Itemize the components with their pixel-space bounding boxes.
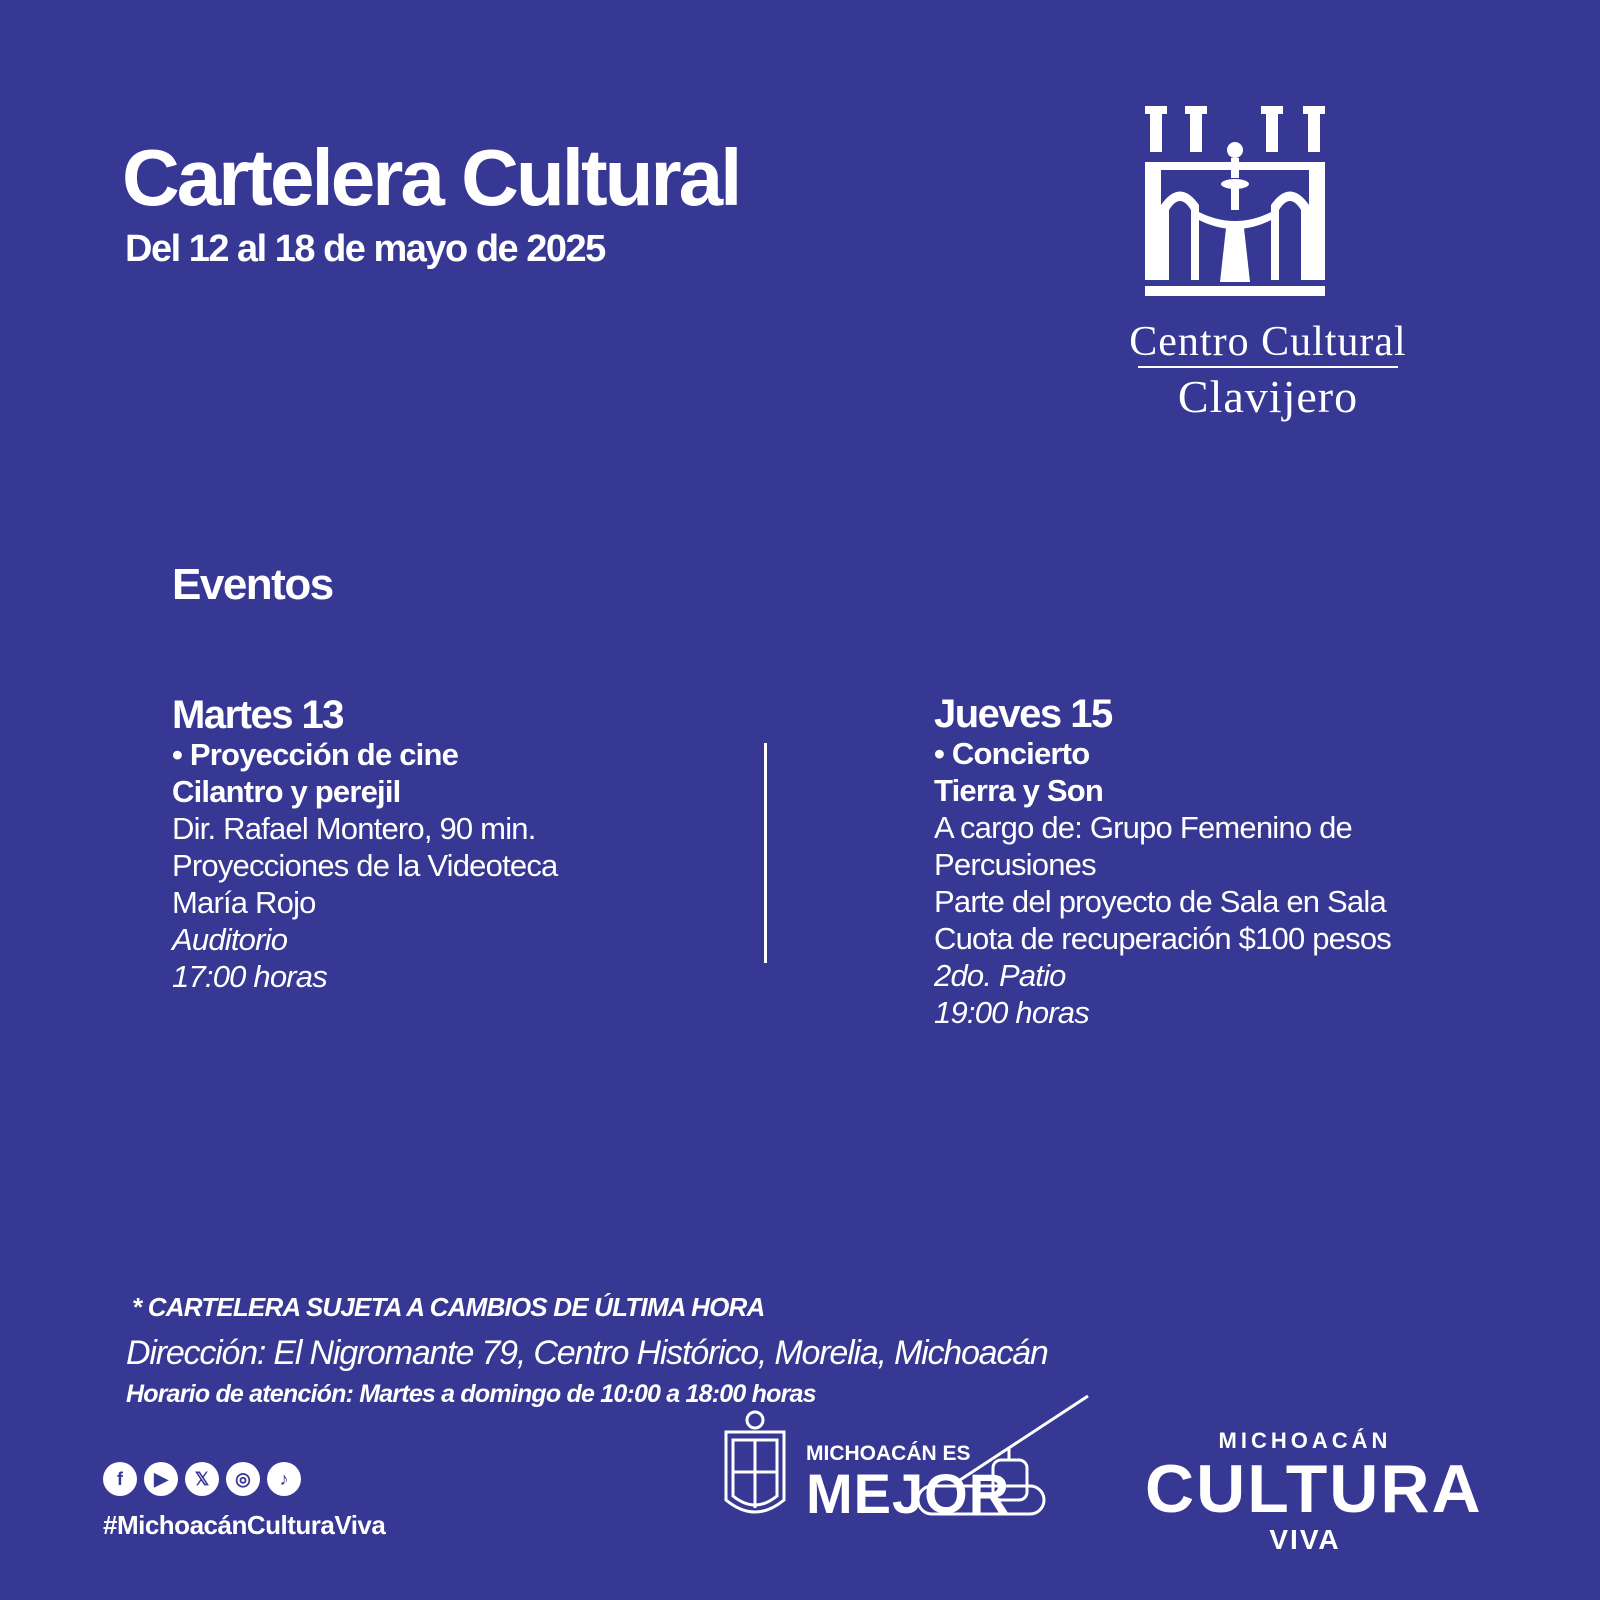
event-day: Jueves 15 [934,692,1112,736]
opening-hours: Horario de atención: Martes a domingo de 10:00 a 18:00 horas [126,1380,816,1408]
address: Dirección: El Nigromante 79, Centro Histórico, Morelia, Michoacán [126,1334,1048,1372]
youtube-icon[interactable]: ▶ [144,1462,178,1496]
x-icon[interactable]: 𝕏 [185,1462,219,1496]
event-block [934,693,1474,1031]
page-title: Cartelera Cultural [122,133,740,222]
event-type: • Proyección de cine [172,737,459,772]
event-name: Cilantro y perejil [172,774,401,809]
logo-divider [1138,366,1398,368]
event-detail: A cargo de: Grupo Femenino de [934,810,1352,845]
culture-logo-bottom: VIVA [1269,1524,1341,1555]
tiktok-icon[interactable]: ♪ [267,1462,301,1496]
gov-logo-line-1: MICHOACÁN ES [806,1442,971,1465]
event-block [172,694,712,995]
event-detail: Proyecciones de la Videoteca [172,848,558,883]
event-detail: Percusiones [934,847,1096,882]
event-name: Tierra y Son [934,773,1104,808]
hashtag: #MichoacánCulturaViva [103,1510,386,1540]
event-detail: Dir. Rafael Montero, 90 min. [172,811,536,846]
event-day: Martes 13 [172,693,344,737]
social-links [103,1462,301,1496]
culture-logo-top: MICHOACÁN [1218,1428,1392,1453]
event-time: 17:00 horas [172,959,327,994]
instagram-icon[interactable]: ◎ [226,1462,260,1496]
event-detail: Parte del proyecto de Sala en Sala [934,884,1386,919]
culture-logo-main: CULTURA [1145,1451,1483,1527]
disclaimer-note: * CARTELERA SUJETA A CAMBIOS DE ÚLTIMA HORA [132,1292,765,1322]
facebook-icon[interactable]: f [103,1462,137,1496]
gov-logo-line-2: MEJOR [806,1462,1011,1525]
logo-line-2: Clavijero [1177,371,1359,422]
event-detail: María Rojo [172,885,316,920]
event-venue: Auditorio [172,922,288,957]
event-detail: Cuota de recuperación $100 pesos [934,921,1391,956]
section-title: Eventos [172,560,333,609]
event-time: 19:00 horas [934,995,1089,1030]
logo-line-1: Centro Cultural [1129,319,1407,365]
event-type: • Concierto [934,736,1090,771]
event-venue: 2do. Patio [934,958,1066,993]
date-range: Del 12 al 18 de mayo de 2025 [125,228,605,270]
column-divider [764,743,767,963]
